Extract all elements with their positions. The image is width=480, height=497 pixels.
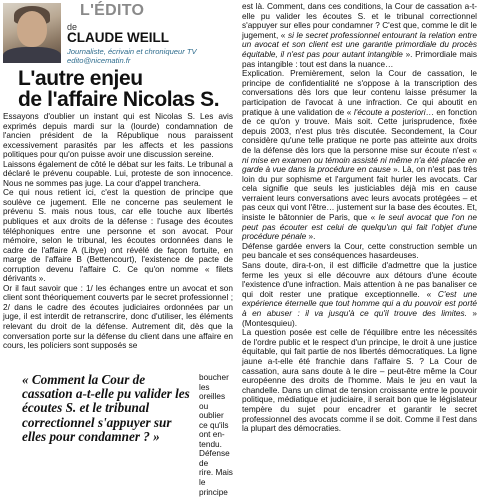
paragraph: Or il faut savoir que : 1/ les échanges entre un avocat et son client sont théoriquement couverts par le secret professionnel ; 2/ dans le cadre des écoutes judiciaires ordonnées par un juge, il est interdit de retranscrire, donc d'utiliser, les éléments relevant du droit de la défense. Autrement dit, dès que la conversation porte sur la défense du client dans une affaire en cours, les policiers sont supposés se	[3, 283, 233, 351]
author-photo	[3, 3, 61, 63]
paragraph: La question posée est celle de l'équilibre entre les nécessités de l'ordre public et le respect d'un principe, le droit à une justice équitable, qui fait partie de nos libertés démocratiques. La ligne jaune a-t-elle été franchie dans l'affaire S. ? La Cour de cassation, aura sans doute à le dire – peut-être même la Cour européenne des droits de l'homme. Mais le jeu en vaut la chandelle. Dans un climat de tension croissante entre le pouvoir politique, médiatique et judiciaire, il serait bon que le législateur tempère du sujet pour encadrer et garantir le secret professionnel des avocats comme il se doit. Comme il l'est dans la plupart des démocraties.	[242, 328, 477, 434]
author-email[interactable]: edito@nicematin.fr	[67, 56, 131, 65]
quote-run: si le secret professionnel entourant la relation entre un avocat et son client est une garantie primordiale du procès équitable, il n'est pas pour autant intangible	[242, 30, 478, 59]
paragraph: Défense gardée envers la Cour, cette construction semble un peu bancale et ses conséquences hasardeuses.	[242, 241, 477, 261]
wrapped-line: rire. Mais	[199, 468, 233, 478]
paragraph	[242, 261, 477, 328]
paragraph: Essayons d'oublier un instant qui est Nicolas S. Les avis exprimés depuis mardi sur la (lourde) condamnation de l'ancien président de la République nous paraissent excessivement parasités par les affects et les passions politiques pour qu'on puisse avoir une discussion sereine.	[3, 112, 233, 160]
wrapped-line: ou oublier	[199, 401, 224, 421]
byline-prefix: de	[67, 22, 78, 32]
text-run: Sans doute, dira-t-on, il est difficile d'admettre que la justice ferme les yeux si elle découvre aux détours d'une écoute l'existence d'une infraction. Mais attention à ne pas banaliser ce qui doit rester une pratique exceptionnelle. «	[242, 261, 477, 299]
pull-quote: « Comment la Cour de cassation a-t-elle pu valider les écoutes S. et le tribunal correctionnel s'appuyer sur elles pour condamner ? »	[22, 372, 190, 444]
wrapped-line: boucher	[199, 373, 229, 382]
wrapped-line: Défense de	[199, 449, 230, 468]
author-name: CLAUDE WEILL	[67, 30, 169, 45]
wrapped-line: ce qu'ils ont en-	[199, 420, 229, 440]
author-role: Journaliste, écrivain et chroniqueur TV	[67, 47, 197, 56]
text-run: ». Primordiale mais pas intangible : tout est dans la nuance…	[242, 49, 477, 69]
text-run: est là. Comment, dans ces conditions, la Cour de cassation a-t-elle pu valider les écoutes S. et le tribunal correctionnel s'appuyer sur elles pour condamner ? C'est que, comme le dit le jugement, «	[242, 2, 477, 40]
paragraph: Ce qui nous retient ici, c'est la question de principe que soulève ce jugement. Elle ne concerne pas seulement le prévenu S. mais nous tous, car elle touche aux libertés publiques et aux droits de la défense : l'usage des écoutes téléphoniques entre une personne et son avocat. Pour mémoire, selon le tribunal, les écoutes ordonnées dans le cadre de l'affaire A (Libye) ont révélé de façon fortuite, en marge de l'affaire B (Bettencourt), l'existence de pacte de corruption devenu l'affaire C. Ce qu'on nomme « filets dérivants ».	[3, 188, 233, 284]
text-run: ».	[306, 232, 316, 242]
author-photo-shoulders	[3, 47, 61, 63]
left-body	[3, 112, 233, 351]
wrapped-line: les oreilles	[199, 382, 226, 402]
text-run: Explication. Premièrement, selon la Cour de cassation, le principe de confidentialité ne s'oppose à la transcription des conversations dès lors que leur contenu laisse présumer la participation de l'avocat à une infraction. Ce qui aboutit en pratique à une validation de «	[242, 69, 477, 117]
wrapped-text	[199, 373, 233, 497]
text-run: ». Là, on n'est pas très loin du pur sophisme et l'argument fait hurler les avocats. Car cela signifie que seuls les justiciables déjà mis en cause verraient leurs conversations avec leurs avocats protégées – et pas ceux qui vont l'être… justement sur la base des écoutes. Et, insiste le bâtonnier de Paris, que «	[242, 165, 477, 223]
author-photo-face	[17, 11, 47, 47]
quote-run: l'écoute a posteriori	[353, 107, 426, 117]
headline-line-1: L'autre enjeu	[18, 67, 143, 90]
text-run: » (Montesquieu).	[242, 309, 477, 328]
text-run: … en fonction de ce qu'on y trouve. Mais soit. Cette jurisprudence, fixée depuis 2003, n'est plus très discutée. Secondement, la Cour considère qu'une telle pratique ne porte pas atteinte aux droits de la défense dès lors que la personne mise sur écoute n'est «	[242, 107, 477, 155]
headline	[18, 68, 233, 110]
right-column	[242, 2, 477, 434]
left-column	[0, 0, 234, 497]
paragraph: Laissons également de côté le débat sur les faits. Le tribunal a déclaré le prévenu coupable. Lui, proteste de son innocence. Nous ne sommes pas juge. La cour d'appel tranchera.	[3, 159, 233, 188]
wrapped-line: tendu.	[199, 439, 222, 449]
paragraph	[242, 2, 477, 69]
quote-run: le seul avocat que l'on ne peut pas écouter est celui de quelqu'un qui fait l'objet d'une procédure pénale	[242, 213, 477, 242]
section-title: L'ÉDITO	[80, 2, 145, 19]
paragraph	[242, 69, 477, 242]
wrapped-line: le principe	[199, 478, 228, 497]
quote-run: ni mise en examen ou témoin assisté ni même n'a été placée en garde à vue dans la procédure en cause	[242, 155, 477, 175]
headline-line-2: de l'affaire Nicolas S.	[18, 88, 220, 111]
quote-run: C'est une expérience éternelle que tout homme qui a du pouvoir est porté à en abuser : il va jusqu'à ce qu'il trouve des limites.	[242, 289, 477, 318]
